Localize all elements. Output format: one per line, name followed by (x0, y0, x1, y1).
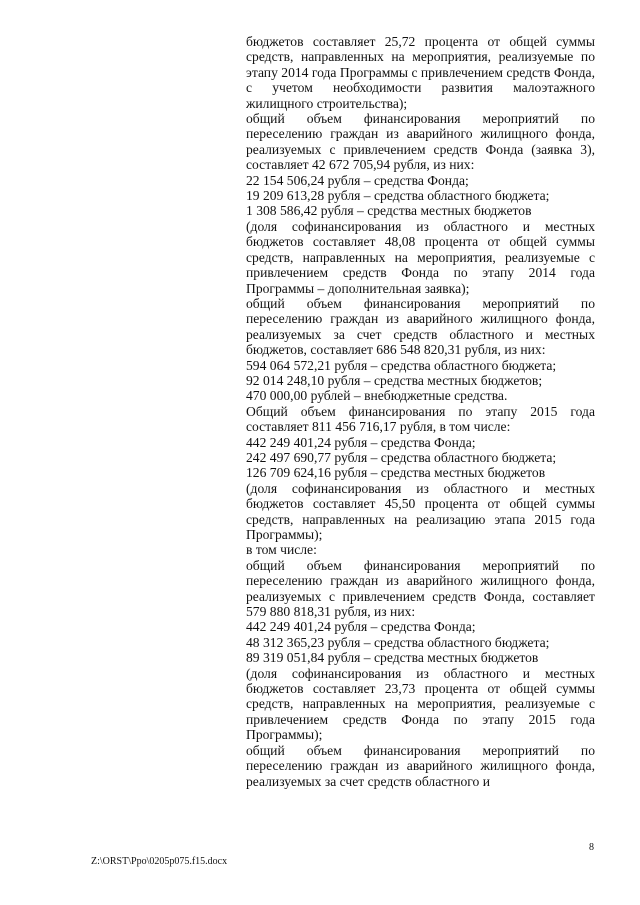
paragraph: в том числе: (246, 542, 317, 558)
paragraph: общий объем финансирования мероприятий по переселению граждан из аварийного жилищного фонда, реализуемых с привлечением средств Фонда (заявка 3), составляет 42 672 705,94 рубля, из них: (246, 111, 595, 173)
paragraph: 242 497 690,77 рубля – средства областного бюджета; (246, 449, 557, 465)
paragraph: (доля софинансирования из областного и местных бюджетов составляет 45,50 процента от общей суммы средств, направленных на реализацию этапа 2015 года Программы); (246, 480, 595, 542)
paragraph: бюджетов составляет 25,72 процента от общей суммы средств, направленных на мероприятия, реализуемые по этапу 2014 года Программы с привлечением средств Фонда, с учетом необходимости развития малоэтажного жилищного строительства); (246, 34, 595, 111)
footer-file-path: Z:\ORST\Ppo\0205p075.f15.docx (91, 856, 228, 867)
document-body (246, 34, 595, 789)
paragraph: 442 249 401,24 рубля – средства Фонда; (246, 434, 476, 450)
paragraph: Общий объем финансирования по этапу 2015 года составляет 811 456 716,17 рубля, в том числе: (246, 403, 595, 435)
paragraph: 442 249 401,24 рубля – средства Фонда; (246, 619, 476, 635)
paragraph: общий объем финансирования мероприятий по переселению граждан из аварийного жилищного фонда, реализуемых за счет средств областного и (246, 742, 595, 789)
paragraph: (доля софинансирования из областного и местных бюджетов составляет 23,73 процента от общей суммы средств, направленных на мероприятия, реализуемые с привлечением средств Фонда по этапу 2015 года Программы); (246, 665, 595, 743)
paragraph: 22 154 506,24 рубля – средства Фонда; (246, 172, 469, 188)
paragraph: 92 014 248,10 рубля – средства местных бюджетов; (246, 372, 543, 388)
paragraph: 470 000,00 рублей – внебюджетные средства. (246, 388, 508, 404)
paragraph: (доля софинансирования из областного и местных бюджетов составляет 48,08 процента от общей суммы средств, направленных на мероприятия, реализуемые с привлечением средств Фонда по этапу 2014 года Программы – дополнительная заявка); (246, 218, 595, 296)
paragraph: 19 209 613,28 рубля – средства областного бюджета; (246, 188, 550, 204)
paragraph: 126 709 624,16 рубля – средства местных бюджетов (246, 465, 546, 481)
paragraph: 1 308 586,42 рубля – средства местных бюджетов (246, 203, 532, 219)
page-number: 8 (589, 842, 594, 853)
paragraph: 89 319 051,84 рубля – средства местных бюджетов (246, 650, 539, 666)
paragraph: общий объем финансирования мероприятий по переселению граждан из аварийного жилищного фонда, реализуемых с привлечением средств Фонда, составляет 579 880 818,31 рубля, из них: (246, 557, 595, 620)
paragraph: общий объем финансирования мероприятий по переселению граждан из аварийного жилищного фонда, реализуемых за счет средств областного и местных бюджетов, составляет 686 548 820,31 рубля, из них: (246, 295, 595, 358)
paragraph: 594 064 572,21 рубля – средства областного бюджета; (246, 357, 557, 373)
paragraph: 48 312 365,23 рубля – средства областного бюджета; (246, 634, 550, 650)
